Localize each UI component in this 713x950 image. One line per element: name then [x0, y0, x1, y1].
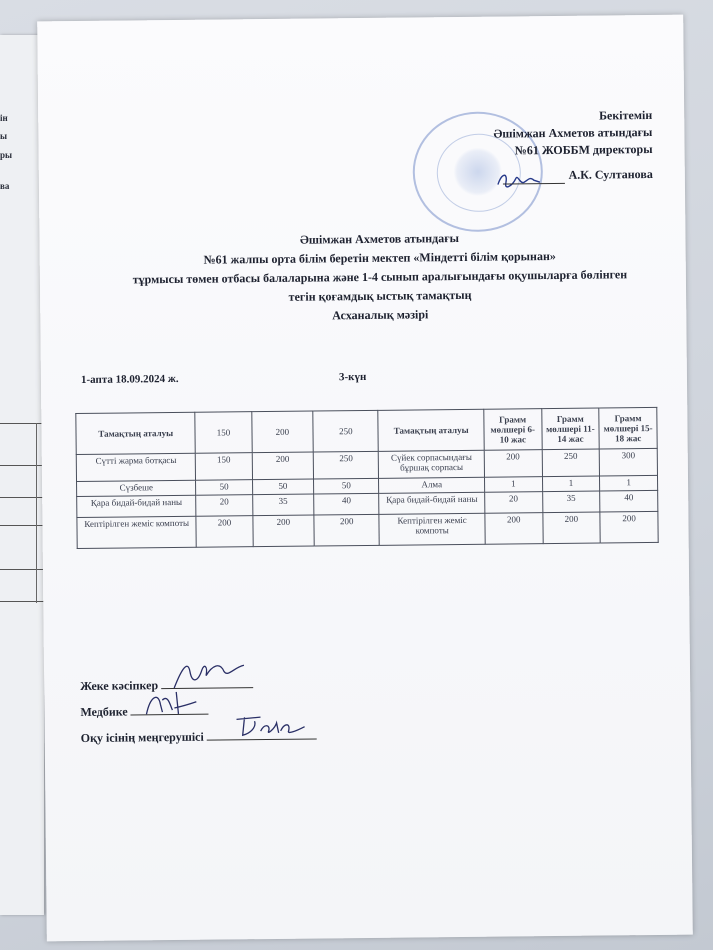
document-page: [37, 15, 693, 942]
table-cell: 40: [314, 493, 380, 515]
header-cell: 200: [251, 411, 313, 453]
table-cell: 200: [196, 516, 252, 548]
table-cell: 200: [542, 512, 600, 544]
week-date: 1-апта 18.09.2024 ж.: [80, 372, 179, 386]
title-line: тегін қоғамдық ыстық тамақтың: [288, 287, 472, 304]
back-sheet-table-line: [36, 423, 37, 603]
table-cell: 20: [485, 492, 543, 514]
header-cell: 250: [313, 410, 379, 452]
title-line: №61 жалпы орта білім беретін мектеп «Міндетті білім қорынан»: [203, 248, 556, 267]
signature-label: Жеке кәсіпкер: [80, 678, 159, 693]
table-cell: 200: [600, 511, 658, 543]
table-cell: 150: [196, 453, 252, 481]
table-cell: 35: [542, 491, 600, 513]
table-cell: Кептірілген жеміс компоты: [77, 516, 197, 548]
table-header-row: [76, 407, 657, 454]
back-sheet-fragment: ры: [0, 150, 13, 160]
table-cell: 35: [252, 494, 314, 516]
signature-label: Медбике: [80, 704, 128, 719]
approval-block: [493, 107, 653, 185]
table-cell: 1: [542, 476, 600, 492]
table-row: [77, 511, 658, 548]
table-cell: 20: [196, 495, 252, 517]
header-cell: Тамақтың аталуы: [378, 409, 484, 451]
back-sheet-table-line: [0, 465, 44, 466]
document-title: [99, 227, 660, 328]
back-sheet-table-line: [0, 497, 44, 498]
approval-school: Әшімжан Ахметов атындағы: [493, 124, 653, 141]
table-cell: 200: [252, 452, 314, 480]
table-cell: 300: [599, 448, 657, 476]
day-number: 3-күн: [338, 370, 367, 384]
table-cell: 1: [484, 477, 542, 493]
back-sheet-table-line: [0, 423, 44, 424]
approval-signer-row: [494, 166, 653, 185]
signature-row-head: [81, 723, 317, 751]
table-cell: 250: [313, 451, 379, 479]
table-cell: 1: [600, 475, 658, 491]
table-cell: 50: [196, 480, 252, 496]
signature-block: [80, 671, 317, 751]
signature-label: Оқу ісінің меңгерушісі: [80, 729, 204, 745]
table-cell: Сүтті жарма ботқасы: [76, 453, 196, 481]
back-sheet-table-line: [0, 525, 44, 526]
table-cell: 40: [600, 490, 658, 512]
header-cell: Тамақтың аталуы: [76, 412, 196, 454]
back-sheet-fragment: ы: [0, 131, 8, 141]
header-cell: Грамм мөлшері 11-14 жас: [541, 408, 599, 450]
table-cell: 250: [542, 449, 600, 477]
back-sheet-table-line: [0, 601, 44, 602]
back-sheet: [0, 35, 44, 915]
title-line: Әшімжан Ахметов атындағы: [299, 231, 460, 247]
table-cell: Қара бидай-бидай наны: [379, 492, 485, 514]
approval-position: №61 ЖОББМ директоры: [514, 141, 653, 158]
back-sheet-table-line: [0, 569, 44, 570]
table-cell: 50: [314, 478, 379, 494]
header-cell: Грамм мөлшері 15-18 жас: [599, 407, 657, 449]
header-cell: Грамм мөлшері 6-10 жас: [484, 409, 542, 451]
table-cell: Сүйек сорпасындағы бұршақ сорпасы: [379, 450, 485, 478]
table-cell: Сүзбеше: [77, 480, 197, 496]
menu-meta: [80, 368, 641, 386]
table-cell: Алма: [379, 477, 485, 493]
table-cell: 200: [485, 513, 543, 545]
nurse-signature: [140, 686, 200, 719]
approval-signer: А.К. Султанова: [568, 166, 653, 182]
table-cell: 200: [252, 515, 314, 547]
back-sheet-fragment: ва: [0, 181, 10, 191]
title-line: тұрмысы төмен отбасы балаларына және 1-4 сынып аралығындағы оқушыларға бөлінген: [132, 267, 628, 287]
approval-heading: Бекітемін: [598, 107, 653, 123]
header-cell: 150: [195, 412, 252, 454]
table-cell: Қара бидай-бидай наны: [77, 495, 197, 517]
table-cell: 200: [314, 514, 380, 546]
back-sheet-fragment: ін: [0, 113, 8, 123]
table-cell: 200: [484, 450, 542, 478]
table-cell: 50: [252, 479, 314, 495]
title-line: Асханалық мәзірі: [332, 307, 429, 323]
table-cell: Кептірілген жеміс компоты: [379, 513, 485, 545]
head-signature: [230, 709, 310, 744]
menu-table: [75, 407, 658, 549]
